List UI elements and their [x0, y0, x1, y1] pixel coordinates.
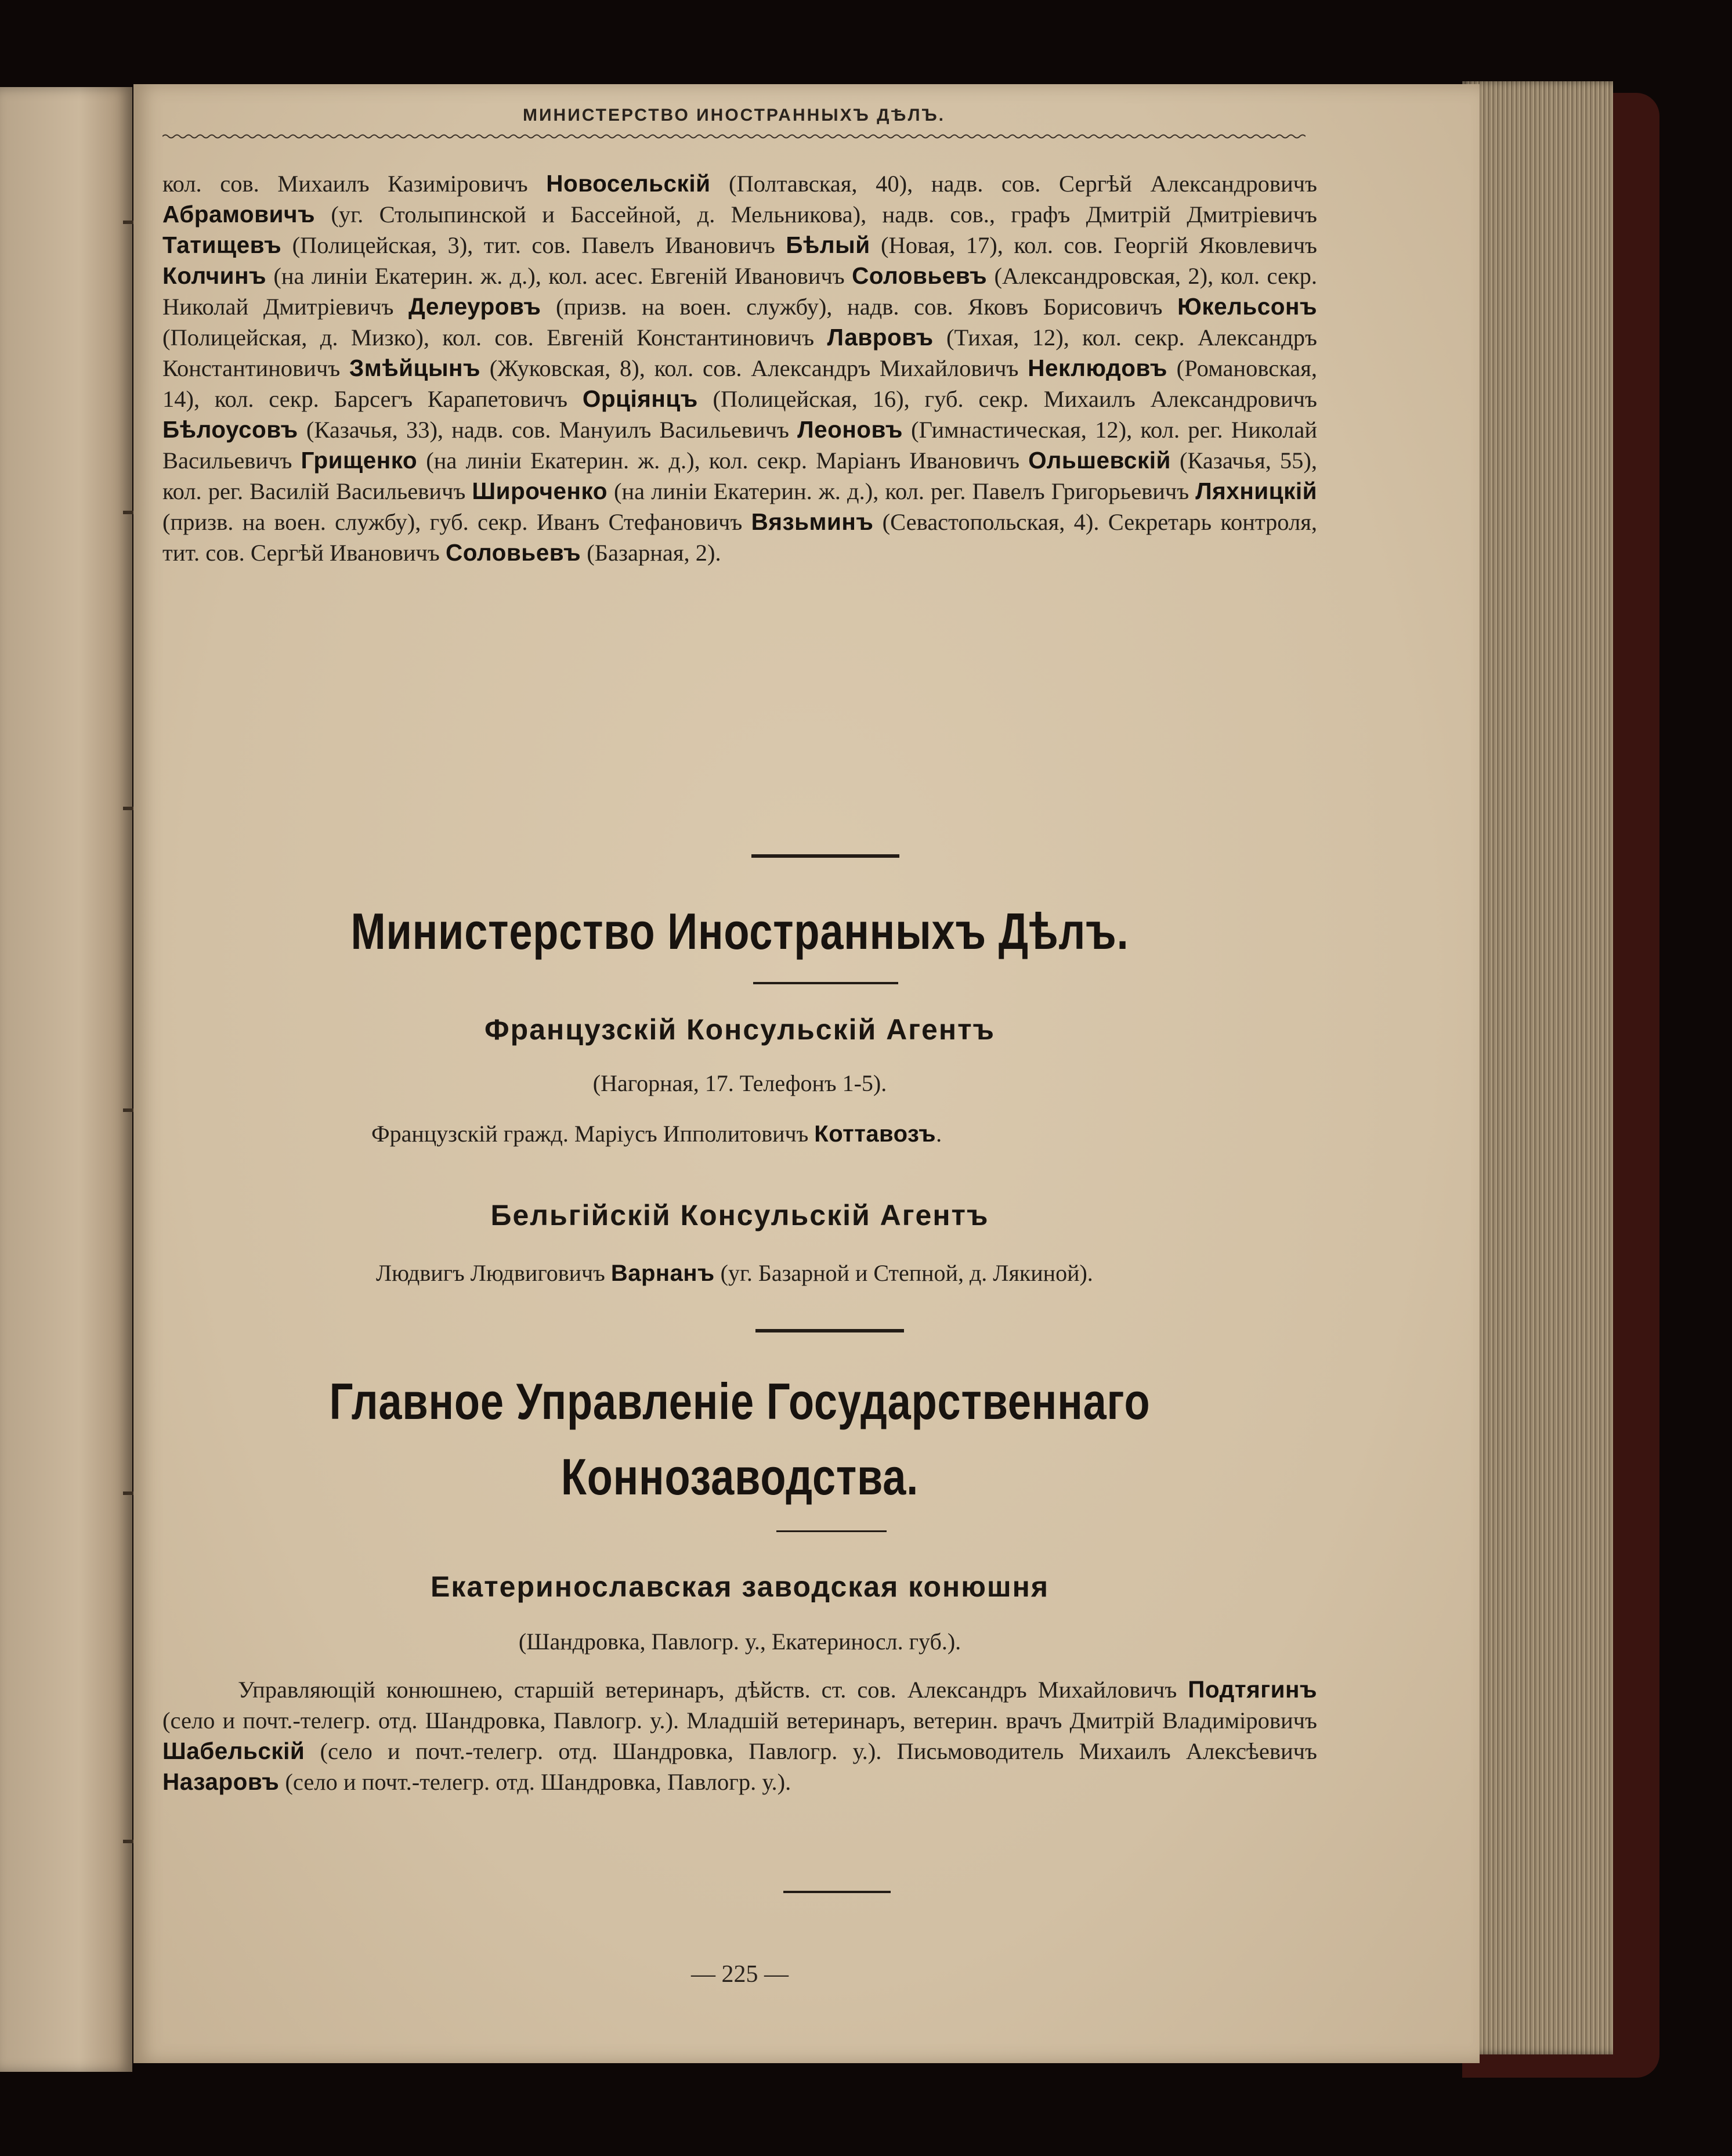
surname: Леоновъ — [797, 416, 903, 443]
section-rule — [755, 1329, 904, 1332]
surname: Соловьевъ — [852, 262, 988, 289]
french-agent-person: Французскiй гражд. Марiусъ Ипполитовичъ Коттавозъ. — [371, 1121, 942, 1147]
short-rule — [776, 1530, 887, 1532]
surname: Ольшевскiй — [1028, 447, 1171, 474]
surname: Татищевъ — [162, 232, 282, 258]
stud-title-line2: Коннозаводства. — [561, 1448, 919, 1505]
section-rule — [751, 854, 899, 858]
show-through-text — [882, 1004, 1335, 2049]
ministry-title: Министерство Иностранныхъ Дѣлъ. — [350, 902, 1129, 960]
surname: Абрамовичъ — [162, 201, 315, 227]
left-page-edge — [0, 87, 132, 2072]
short-rule — [783, 1891, 891, 1893]
stud-title-line1: Главное Управленiе Государственнаго — [329, 1373, 1151, 1430]
surname: Бѣлоусовъ — [162, 416, 298, 443]
surname: Колчинъ — [162, 262, 267, 289]
surname: Лавровъ — [827, 324, 934, 351]
surname: Соловьевъ — [445, 539, 581, 566]
surname: Вязьминъ — [751, 508, 874, 535]
french-agent-heading: Французскiй Консульскiй Агентъ — [484, 1013, 996, 1046]
officials-paragraph: кол. сов. Михаилъ Казимiровичъ Новосельскiй (Полтавская, 40), надв. сов. Сергѣй Александровичъ Абрамовичъ (уг. Столыпинской и Бассейной, д. Мельникова), надв. сов., графъ Дмитрiй Дмитрiевичъ Татищевъ (Полицейская, 3), тит. сов. Павелъ Ивановичъ Бѣлый (Новая, 17), кол. сов. Георгiй Яковлевичъ Колчинъ (на линiи Екатерин. ж. д.), кол. асес. Евгенiй Ивановичъ Соловьевъ (Александровская, 2), кол. секр. Николай Дмитрiевичъ Делеуровъ (призв. на воен. службу), надв. сов. Яковъ Борисовичъ Юкельсонъ (Полицейская, д. Мизко), кол. сов. Евгенiй Константиновичъ Лавровъ (Тихая, 12), кол. секр. Александръ Константиновичъ Змѣйцынъ (Жуковская, 8), кол. сов. Александръ Михайловичъ Неклюдовъ (Романовская, 14), кол. секр. Барсегъ Карапетовичъ Орцiянцъ (Полицейская, 16), губ. секр. Михаилъ Александровичъ Бѣлоусовъ (Казачья, 33), надв. сов. Мануилъ Васильевичъ Леоновъ (Гимнастическая, 12), кол. рег. Николай Васильевичъ Грищенко (на линiи Екатерин. ж. д.), кол. секр. Марiанъ Ивановичъ Ольшевскiй (Казачья, 55), кол. рег. Василiй Васильевичъ Широченко (на линiи Екатерин. ж. д.), кол. рег. Павелъ Григорьевичъ Ляхницкiй (призв. на воен. службу), губ. секр. Иванъ Стефановичъ Вязьминъ (Севастопольская, 4). Секретарь контроля, тит. сов. Сергѣй Ивановичъ Соловьевъ (Базарная, 2). — [162, 170, 1318, 566]
stable-address: (Шандровка, Павлогр. у., Екатериносл. губ.). — [518, 1628, 961, 1655]
surname: Коттавозъ — [814, 1121, 936, 1147]
surname: Неклюдовъ — [1028, 355, 1167, 381]
short-rule — [753, 982, 898, 984]
surname: Змѣйцынъ — [349, 355, 481, 381]
running-head: МИНИСТЕРСТВО ИНОСТРАННЫХЪ ДѢЛЪ. — [522, 106, 946, 125]
wavy-rule — [162, 132, 1306, 140]
belgian-agent-person: Людвигъ Людвиговичъ Варнанъ (уг. Базарной и Степной, д. Лякиной). — [376, 1260, 1093, 1286]
stable-staff-paragraph: Управляющiй конюшнею, старшiй ветеринаръ, дѣйств. ст. сов. Александръ Михайловичъ Подтягинъ (село и почт.-телегр. отд. Шандровка, Павлогр. у.). Младшiй ветеринаръ, ветерин. врачъ Дмитрiй Владимiровичъ Шабельскiй (село и почт.-телегр. отд. Шандровка, Павлогр. у.). Письмоводитель Михаилъ Алексѣевичъ Назаровъ (село и почт.-телегр. отд. Шандровка, Павлогр. у.). — [162, 1676, 1317, 1795]
surname: Назаровъ — [162, 1768, 280, 1795]
belgian-agent-heading: Бельгiйскiй Консульскiй Агентъ — [490, 1199, 989, 1232]
surname: Орцiянцъ — [582, 385, 698, 412]
french-agent-address: (Нагорная, 17. Телефонъ 1-5). — [592, 1070, 887, 1096]
surname: Грищенко — [301, 447, 418, 474]
surname: Подтягинъ — [1188, 1676, 1317, 1703]
page-block-edges — [1462, 81, 1613, 2054]
surname: Ляхницкiй — [1195, 478, 1317, 504]
surname: Новосельскiй — [546, 170, 711, 197]
surname: Шабельскiй — [162, 1738, 305, 1764]
surname: Делеуровъ — [408, 293, 541, 320]
surname: Варнанъ — [610, 1261, 715, 1286]
page-number: — 225 — — [691, 1961, 789, 1988]
stable-heading: Екатеринославская заводская конюшня — [430, 1570, 1050, 1603]
surname: Юкельсонъ — [1177, 293, 1317, 320]
surname: Бѣлый — [786, 232, 870, 258]
surname: Широченко — [472, 478, 608, 504]
